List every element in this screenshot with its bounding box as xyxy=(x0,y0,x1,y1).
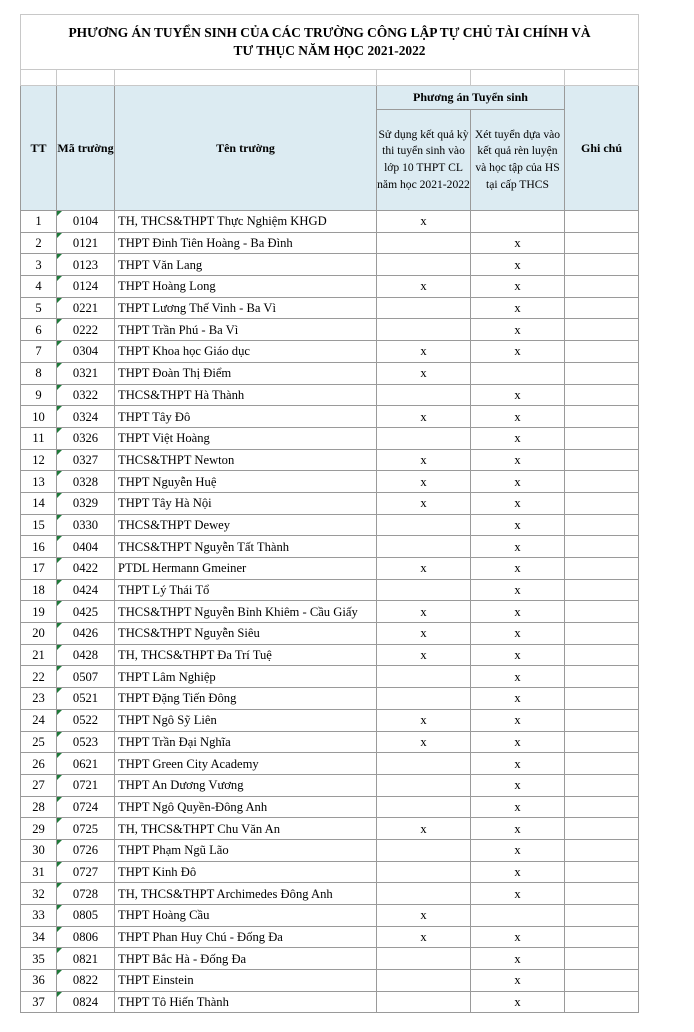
cell-ten-truong[interactable]: THCS&THPT Nguyễn Bỉnh Khiêm - Cầu Giấy xyxy=(115,601,377,623)
cell-ma-truong[interactable]: 0425 xyxy=(57,601,115,623)
table-row xyxy=(21,861,639,883)
cell-ky-thi[interactable]: x xyxy=(377,406,471,428)
cell-ghi-chu[interactable] xyxy=(565,536,639,558)
cell-ten-truong[interactable]: THPT Tây Đô xyxy=(115,406,377,428)
empty-cell[interactable] xyxy=(565,70,639,86)
cell-xet-tuyen[interactable]: x xyxy=(471,558,565,580)
cell-ten-truong[interactable]: THPT Hoàng Cầu xyxy=(115,905,377,927)
cell-ma-truong[interactable]: 0328 xyxy=(57,471,115,493)
cell-ghi-chu[interactable] xyxy=(565,427,639,449)
cell-ten-truong[interactable]: THPT Đinh Tiên Hoàng - Ba Đình xyxy=(115,232,377,254)
cell-tt[interactable]: 37 xyxy=(21,991,57,1013)
cell-tt[interactable]: 7 xyxy=(21,341,57,363)
cell-ky-thi[interactable] xyxy=(377,883,471,905)
empty-cell[interactable] xyxy=(377,70,471,86)
cell-ghi-chu[interactable] xyxy=(565,905,639,927)
cell-tt[interactable]: 30 xyxy=(21,839,57,861)
cell-ten-truong[interactable]: THPT Einstein xyxy=(115,970,377,992)
cell-ky-thi[interactable] xyxy=(377,297,471,319)
cell-ten-truong[interactable]: THPT Tô Hiến Thành xyxy=(115,991,377,1013)
cell-ghi-chu[interactable] xyxy=(565,644,639,666)
cell-xet-tuyen[interactable] xyxy=(471,905,565,927)
cell-ghi-chu[interactable] xyxy=(565,948,639,970)
cell-tt[interactable]: 8 xyxy=(21,362,57,384)
cell-ghi-chu[interactable] xyxy=(565,861,639,883)
table-row xyxy=(21,818,639,840)
cell-ky-thi[interactable] xyxy=(377,774,471,796)
cell-tt[interactable]: 1 xyxy=(21,211,57,233)
cell-xet-tuyen[interactable]: x xyxy=(471,623,565,645)
cell-ky-thi[interactable] xyxy=(377,427,471,449)
cell-ma-truong[interactable]: 0330 xyxy=(57,514,115,536)
cell-ghi-chu[interactable] xyxy=(565,753,639,775)
cell-xet-tuyen[interactable] xyxy=(471,362,565,384)
cell-xet-tuyen[interactable]: x xyxy=(471,818,565,840)
cell-ma-truong[interactable]: 0329 xyxy=(57,492,115,514)
cell-ghi-chu[interactable] xyxy=(565,926,639,948)
cell-tt[interactable]: 19 xyxy=(21,601,57,623)
empty-cell[interactable] xyxy=(21,70,57,86)
cell-ky-thi[interactable] xyxy=(377,796,471,818)
cell-ma-truong[interactable]: 0727 xyxy=(57,861,115,883)
document-title xyxy=(21,15,639,70)
cell-ma-truong[interactable]: 0621 xyxy=(57,753,115,775)
cell-ghi-chu[interactable] xyxy=(565,471,639,493)
cell-tt[interactable]: 32 xyxy=(21,883,57,905)
cell-ma-truong[interactable]: 0324 xyxy=(57,406,115,428)
cell-ma-truong[interactable]: 0428 xyxy=(57,644,115,666)
cell-tt[interactable]: 16 xyxy=(21,536,57,558)
cell-ghi-chu[interactable] xyxy=(565,297,639,319)
cell-ma-truong[interactable]: 0805 xyxy=(57,905,115,927)
cell-xet-tuyen[interactable]: x xyxy=(471,536,565,558)
cell-tt[interactable]: 2 xyxy=(21,232,57,254)
cell-ten-truong[interactable]: THPT Ngô Quyền-Đông Anh xyxy=(115,796,377,818)
cell-ky-thi[interactable] xyxy=(377,319,471,341)
cell-ten-truong[interactable]: THPT Lý Thái Tổ xyxy=(115,579,377,601)
cell-ky-thi[interactable] xyxy=(377,839,471,861)
cell-ghi-chu[interactable] xyxy=(565,341,639,363)
cell-ky-thi[interactable] xyxy=(377,688,471,710)
cell-ten-truong[interactable]: TH, THCS&THPT Đa Trí Tuệ xyxy=(115,644,377,666)
table-row xyxy=(21,883,639,905)
cell-ghi-chu[interactable] xyxy=(565,232,639,254)
cell-ky-thi[interactable]: x xyxy=(377,905,471,927)
cell-ten-truong[interactable]: PTDL Hermann Gmeiner xyxy=(115,558,377,580)
table-row xyxy=(21,276,639,298)
cell-tt[interactable]: 24 xyxy=(21,709,57,731)
cell-xet-tuyen[interactable]: x xyxy=(471,839,565,861)
cell-ten-truong[interactable]: THCS&THPT Nguyễn Siêu xyxy=(115,623,377,645)
cell-ghi-chu[interactable] xyxy=(565,514,639,536)
empty-cell[interactable] xyxy=(471,70,565,86)
cell-ma-truong[interactable]: 0322 xyxy=(57,384,115,406)
table-row xyxy=(21,839,639,861)
cell-ky-thi[interactable]: x xyxy=(377,926,471,948)
cell-ky-thi[interactable] xyxy=(377,579,471,601)
cell-ghi-chu[interactable] xyxy=(565,883,639,905)
spreadsheet xyxy=(20,14,638,1013)
cell-xet-tuyen[interactable]: x xyxy=(471,709,565,731)
cell-xet-tuyen[interactable] xyxy=(471,211,565,233)
cell-ma-truong[interactable]: 0521 xyxy=(57,688,115,710)
table-body xyxy=(21,211,639,1013)
cell-xet-tuyen[interactable]: x xyxy=(471,926,565,948)
cell-ghi-chu[interactable] xyxy=(565,623,639,645)
cell-ma-truong[interactable]: 0326 xyxy=(57,427,115,449)
cell-xet-tuyen[interactable]: x xyxy=(471,471,565,493)
cell-ten-truong[interactable]: THPT Trần Đại Nghĩa xyxy=(115,731,377,753)
cell-xet-tuyen[interactable]: x xyxy=(471,796,565,818)
table-row xyxy=(21,731,639,753)
cell-tt[interactable]: 33 xyxy=(21,905,57,927)
cell-ghi-chu[interactable] xyxy=(565,796,639,818)
cell-tt[interactable]: 10 xyxy=(21,406,57,428)
cell-ma-truong[interactable]: 0121 xyxy=(57,232,115,254)
table-row xyxy=(21,579,639,601)
cell-ky-thi[interactable]: x xyxy=(377,601,471,623)
table-row xyxy=(21,644,639,666)
cell-ghi-chu[interactable] xyxy=(565,970,639,992)
cell-ghi-chu[interactable] xyxy=(565,709,639,731)
table-row xyxy=(21,254,639,276)
table-row xyxy=(21,449,639,471)
cell-xet-tuyen[interactable]: x xyxy=(471,406,565,428)
cell-ma-truong[interactable]: 0523 xyxy=(57,731,115,753)
cell-ghi-chu[interactable] xyxy=(565,558,639,580)
table-row xyxy=(21,362,639,384)
cell-xet-tuyen[interactable]: x xyxy=(471,427,565,449)
cell-ma-truong[interactable]: 0123 xyxy=(57,254,115,276)
cell-ky-thi[interactable]: x xyxy=(377,449,471,471)
cell-ky-thi[interactable]: x xyxy=(377,362,471,384)
cell-ky-thi[interactable]: x xyxy=(377,623,471,645)
cell-ghi-chu[interactable] xyxy=(565,666,639,688)
cell-ten-truong[interactable]: THPT Đặng Tiến Đông xyxy=(115,688,377,710)
cell-ten-truong[interactable]: TH, THCS&THPT Thực Nghiệm KHGD xyxy=(115,211,377,233)
table-row xyxy=(21,319,639,341)
cell-ma-truong[interactable]: 0806 xyxy=(57,926,115,948)
cell-tt[interactable]: 27 xyxy=(21,774,57,796)
cell-ma-truong[interactable]: 0726 xyxy=(57,839,115,861)
table-row xyxy=(21,406,639,428)
cell-tt[interactable]: 22 xyxy=(21,666,57,688)
cell-tt[interactable]: 21 xyxy=(21,644,57,666)
cell-xet-tuyen[interactable]: x xyxy=(471,232,565,254)
cell-ten-truong[interactable]: THPT Tây Hà Nội xyxy=(115,492,377,514)
cell-xet-tuyen[interactable]: x xyxy=(471,384,565,406)
cell-tt[interactable]: 36 xyxy=(21,970,57,992)
cell-ghi-chu[interactable] xyxy=(565,319,639,341)
cell-ghi-chu[interactable] xyxy=(565,579,639,601)
cell-ghi-chu[interactable] xyxy=(565,601,639,623)
cell-ma-truong[interactable]: 0822 xyxy=(57,970,115,992)
table-row xyxy=(21,492,639,514)
cell-tt[interactable]: 35 xyxy=(21,948,57,970)
cell-ten-truong[interactable]: THPT Hoàng Long xyxy=(115,276,377,298)
cell-tt[interactable]: 26 xyxy=(21,753,57,775)
cell-xet-tuyen[interactable]: x xyxy=(471,774,565,796)
cell-ma-truong[interactable]: 0304 xyxy=(57,341,115,363)
cell-ghi-chu[interactable] xyxy=(565,774,639,796)
cell-xet-tuyen[interactable]: x xyxy=(471,644,565,666)
cell-ky-thi[interactable] xyxy=(377,970,471,992)
header-xet-tuyen[interactable]: Xét tuyển dựa vào kết quả rèn luyện và học tập của HS tại cấp THCS xyxy=(471,110,565,211)
cell-ghi-chu[interactable] xyxy=(565,991,639,1013)
cell-tt[interactable]: 15 xyxy=(21,514,57,536)
cell-ten-truong[interactable]: THPT Lâm Nghiệp xyxy=(115,666,377,688)
cell-ghi-chu[interactable] xyxy=(565,818,639,840)
cell-ma-truong[interactable]: 0824 xyxy=(57,991,115,1013)
cell-ten-truong[interactable]: THPT Nguyễn Huệ xyxy=(115,471,377,493)
table-row xyxy=(21,753,639,775)
cell-ky-thi[interactable]: x xyxy=(377,731,471,753)
title-line-1: PHƯƠNG ÁN TUYỂN SINH CỦA CÁC TRƯỜNG CÔNG LẬP TỰ CHỦ TÀI CHÍNH VÀ xyxy=(68,25,591,40)
cell-tt[interactable]: 29 xyxy=(21,818,57,840)
cell-tt[interactable]: 3 xyxy=(21,254,57,276)
cell-xet-tuyen[interactable]: x xyxy=(471,492,565,514)
cell-ma-truong[interactable]: 0426 xyxy=(57,623,115,645)
cell-ten-truong[interactable]: THPT Đoàn Thị Điểm xyxy=(115,362,377,384)
cell-tt[interactable]: 34 xyxy=(21,926,57,948)
cell-ma-truong[interactable]: 0522 xyxy=(57,709,115,731)
cell-ky-thi[interactable]: x xyxy=(377,644,471,666)
cell-ten-truong[interactable]: THPT Lương Thế Vinh - Ba Vì xyxy=(115,297,377,319)
cell-ky-thi[interactable] xyxy=(377,666,471,688)
cell-xet-tuyen[interactable]: x xyxy=(471,319,565,341)
cell-ten-truong[interactable]: THPT Trần Phú - Ba Vì xyxy=(115,319,377,341)
cell-ghi-chu[interactable] xyxy=(565,406,639,428)
table-row xyxy=(21,536,639,558)
cell-ky-thi[interactable] xyxy=(377,384,471,406)
cell-ten-truong[interactable]: THPT Khoa học Giáo dục xyxy=(115,341,377,363)
table-row xyxy=(21,796,639,818)
cell-ten-truong[interactable]: THPT Văn Lang xyxy=(115,254,377,276)
table-row xyxy=(21,948,639,970)
cell-ma-truong[interactable]: 0724 xyxy=(57,796,115,818)
cell-xet-tuyen[interactable]: x xyxy=(471,276,565,298)
table-row xyxy=(21,514,639,536)
cell-ky-thi[interactable]: x xyxy=(377,471,471,493)
table-row xyxy=(21,623,639,645)
admission-table xyxy=(20,14,639,1013)
cell-ma-truong[interactable]: 0321 xyxy=(57,362,115,384)
cell-xet-tuyen[interactable]: x xyxy=(471,861,565,883)
table-row xyxy=(21,688,639,710)
cell-ky-thi[interactable]: x xyxy=(377,341,471,363)
cell-ten-truong[interactable]: THPT An Dương Vương xyxy=(115,774,377,796)
cell-ten-truong[interactable]: THPT Green City Academy xyxy=(115,753,377,775)
table-row xyxy=(21,970,639,992)
cell-ma-truong[interactable]: 0124 xyxy=(57,276,115,298)
title-line-2: TƯ THỤC NĂM HỌC 2021-2022 xyxy=(233,43,426,58)
cell-xet-tuyen[interactable]: x xyxy=(471,449,565,471)
cell-ten-truong[interactable]: THPT Ngô Sỹ Liên xyxy=(115,709,377,731)
cell-ghi-chu[interactable] xyxy=(565,731,639,753)
cell-ten-truong[interactable]: THCS&THPT Hà Thành xyxy=(115,384,377,406)
cell-tt[interactable]: 12 xyxy=(21,449,57,471)
cell-ky-thi[interactable]: x xyxy=(377,709,471,731)
cell-ten-truong[interactable]: TH, THCS&THPT Archimedes Đông Anh xyxy=(115,883,377,905)
table-row xyxy=(21,666,639,688)
cell-ghi-chu[interactable] xyxy=(565,276,639,298)
table-row xyxy=(21,341,639,363)
cell-xet-tuyen[interactable]: x xyxy=(471,579,565,601)
cell-tt[interactable]: 31 xyxy=(21,861,57,883)
cell-ky-thi[interactable] xyxy=(377,514,471,536)
cell-xet-tuyen[interactable]: x xyxy=(471,688,565,710)
table-row xyxy=(21,601,639,623)
cell-ma-truong[interactable]: 0221 xyxy=(57,297,115,319)
cell-xet-tuyen[interactable]: x xyxy=(471,514,565,536)
table-row xyxy=(21,211,639,233)
cell-xet-tuyen[interactable]: x xyxy=(471,254,565,276)
cell-xet-tuyen[interactable]: x xyxy=(471,991,565,1013)
table-row xyxy=(21,384,639,406)
cell-ky-thi[interactable] xyxy=(377,948,471,970)
cell-tt[interactable]: 6 xyxy=(21,319,57,341)
cell-ghi-chu[interactable] xyxy=(565,839,639,861)
cell-ky-thi[interactable] xyxy=(377,254,471,276)
cell-ghi-chu[interactable] xyxy=(565,688,639,710)
cell-ky-thi[interactable] xyxy=(377,991,471,1013)
table-row xyxy=(21,232,639,254)
cell-ma-truong[interactable]: 0404 xyxy=(57,536,115,558)
cell-ky-thi[interactable]: x xyxy=(377,818,471,840)
cell-ma-truong[interactable]: 0222 xyxy=(57,319,115,341)
cell-ghi-chu[interactable] xyxy=(565,362,639,384)
cell-xet-tuyen[interactable]: x xyxy=(471,666,565,688)
empty-cell[interactable] xyxy=(115,70,377,86)
cell-xet-tuyen[interactable]: x xyxy=(471,297,565,319)
cell-ky-thi[interactable]: x xyxy=(377,276,471,298)
cell-tt[interactable]: 17 xyxy=(21,558,57,580)
cell-ghi-chu[interactable] xyxy=(565,254,639,276)
cell-ten-truong[interactable]: THPT Bắc Hà - Đống Đa xyxy=(115,948,377,970)
cell-ghi-chu[interactable] xyxy=(565,384,639,406)
cell-ten-truong[interactable]: THPT Việt Hoàng xyxy=(115,427,377,449)
cell-xet-tuyen[interactable]: x xyxy=(471,601,565,623)
cell-ky-thi[interactable]: x xyxy=(377,492,471,514)
cell-ky-thi[interactable] xyxy=(377,536,471,558)
cell-xet-tuyen[interactable]: x xyxy=(471,731,565,753)
table-row xyxy=(21,297,639,319)
cell-tt[interactable]: 20 xyxy=(21,623,57,645)
table-row xyxy=(21,709,639,731)
table-row xyxy=(21,926,639,948)
cell-xet-tuyen[interactable]: x xyxy=(471,948,565,970)
cell-tt[interactable]: 28 xyxy=(21,796,57,818)
cell-xet-tuyen[interactable]: x xyxy=(471,341,565,363)
cell-ma-truong[interactable]: 0721 xyxy=(57,774,115,796)
table-row xyxy=(21,427,639,449)
cell-ma-truong[interactable]: 0821 xyxy=(57,948,115,970)
header-tt[interactable]: TT xyxy=(21,86,57,211)
header-phuong-an[interactable]: Phương án Tuyển sinh xyxy=(377,86,565,110)
cell-ten-truong[interactable]: THPT Kinh Đô xyxy=(115,861,377,883)
cell-ky-thi[interactable]: x xyxy=(377,558,471,580)
table-row xyxy=(21,558,639,580)
header-ten-truong[interactable]: Tên trường xyxy=(115,86,377,211)
cell-ma-truong[interactable]: 0725 xyxy=(57,818,115,840)
cell-ma-truong[interactable]: 0104 xyxy=(57,211,115,233)
table-row xyxy=(21,774,639,796)
cell-ghi-chu[interactable] xyxy=(565,492,639,514)
header-ghi-chu[interactable]: Ghi chú xyxy=(565,86,639,211)
cell-ma-truong[interactable]: 0422 xyxy=(57,558,115,580)
cell-tt[interactable]: 23 xyxy=(21,688,57,710)
header-ky-thi[interactable]: Sử dụng kết quả kỳ thi tuyển sinh vào lớp 10 THPT CL năm học 2021-2022 xyxy=(377,110,471,211)
cell-tt[interactable]: 18 xyxy=(21,579,57,601)
cell-ma-truong[interactable]: 0507 xyxy=(57,666,115,688)
cell-tt[interactable]: 11 xyxy=(21,427,57,449)
cell-xet-tuyen[interactable]: x xyxy=(471,753,565,775)
cell-ghi-chu[interactable] xyxy=(565,211,639,233)
cell-ten-truong[interactable]: THCS&THPT Nguyễn Tất Thành xyxy=(115,536,377,558)
table-row xyxy=(21,991,639,1013)
cell-ky-thi[interactable]: x xyxy=(377,211,471,233)
table-row xyxy=(21,905,639,927)
cell-xet-tuyen[interactable]: x xyxy=(471,970,565,992)
cell-tt[interactable]: 25 xyxy=(21,731,57,753)
cell-tt[interactable]: 4 xyxy=(21,276,57,298)
cell-ten-truong[interactable]: THPT Phan Huy Chú - Đống Đa xyxy=(115,926,377,948)
table-row xyxy=(21,471,639,493)
cell-ten-truong[interactable]: THCS&THPT Newton xyxy=(115,449,377,471)
cell-ky-thi[interactable] xyxy=(377,861,471,883)
empty-row xyxy=(21,70,639,86)
cell-ma-truong[interactable]: 0424 xyxy=(57,579,115,601)
cell-tt[interactable]: 13 xyxy=(21,471,57,493)
header-ma-truong[interactable]: Mã trường xyxy=(57,86,115,211)
cell-ten-truong[interactable]: THPT Phạm Ngũ Lão xyxy=(115,839,377,861)
cell-tt[interactable]: 5 xyxy=(21,297,57,319)
cell-ma-truong[interactable]: 0728 xyxy=(57,883,115,905)
cell-tt[interactable]: 9 xyxy=(21,384,57,406)
cell-xet-tuyen[interactable]: x xyxy=(471,883,565,905)
cell-ten-truong[interactable]: THCS&THPT Dewey xyxy=(115,514,377,536)
empty-cell[interactable] xyxy=(57,70,115,86)
cell-ky-thi[interactable] xyxy=(377,753,471,775)
cell-ky-thi[interactable] xyxy=(377,232,471,254)
cell-tt[interactable]: 14 xyxy=(21,492,57,514)
cell-ghi-chu[interactable] xyxy=(565,449,639,471)
cell-ma-truong[interactable]: 0327 xyxy=(57,449,115,471)
cell-ten-truong[interactable]: TH, THCS&THPT Chu Văn An xyxy=(115,818,377,840)
